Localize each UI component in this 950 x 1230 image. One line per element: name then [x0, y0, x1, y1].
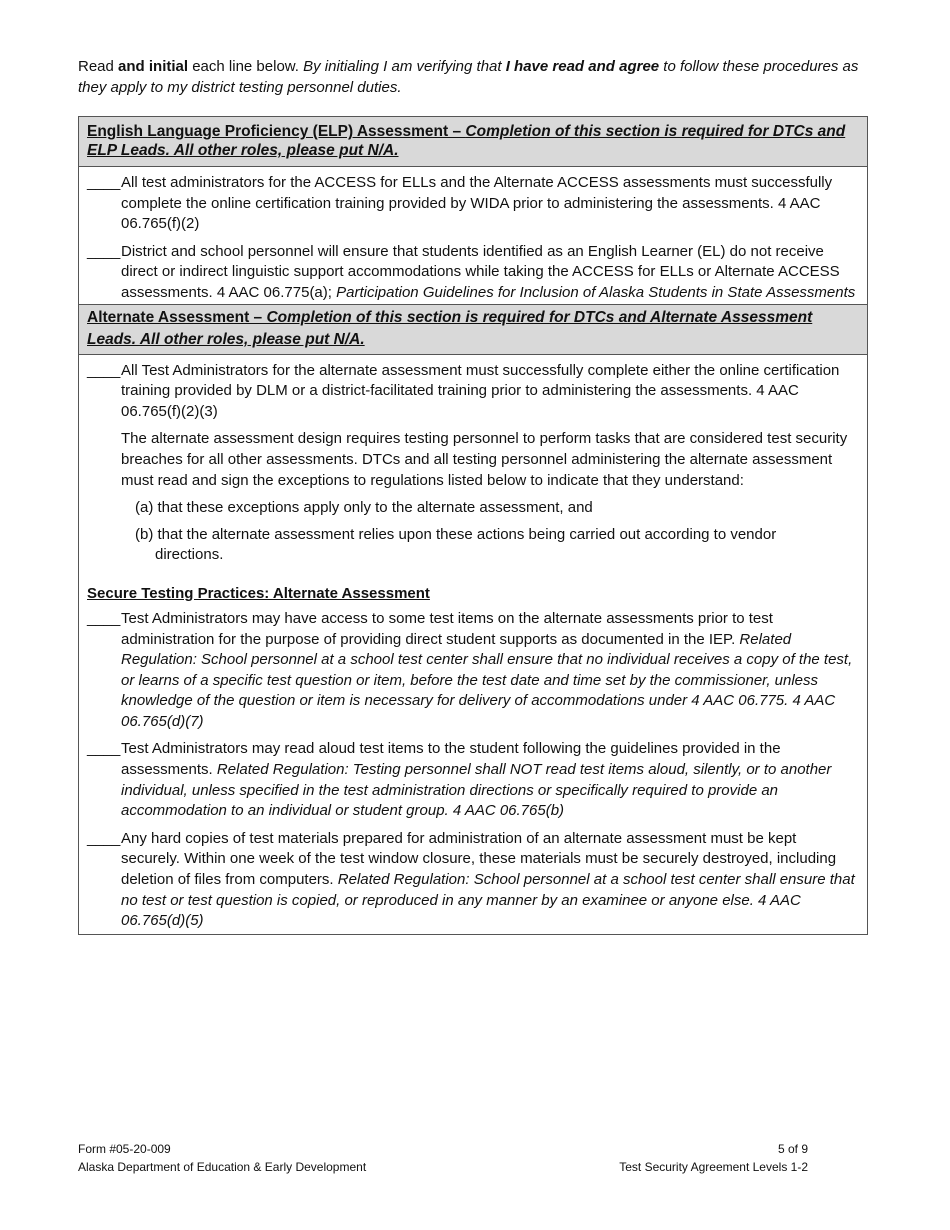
elp-item-2: ____ District and school personnel will ensure that students identified as an English Learner (EL) do not receive direct or indirect linguistic support accommodations while taking the ACCESS for ELLs or Alternate ACCESS assessments. 4 AAC 06.775(a); Participation Guidelines for Inclusion of Alaska Students in State Assessments: [87, 242, 856, 301]
practice-item-1: ____ Test Administrators may have access to some test items on the alternate assessments prior to test administration for the purpose of providing direct student supports as documented in the IEP. Related Regulation: School personnel at a school test center shall ensure that no individual receives a copy of the test, or learns of a specific test question or item, before the test date and time set by the commissioner, unless knowledge of the question or item is necessary for delivery of accommodations under 4 AAC 06.775. 4 AAC 06.765(d)(7): [87, 609, 853, 730]
alternate-design-paragraph: The alternate assessment design requires testing personnel to perform tasks that are considered test security breaches for all other assessments. DTCs and all testing personnel administering the alternate assessment must read and sign the exceptions to regulations listed below to indicate that they understand:: [121, 430, 848, 489]
practice-item-3: ____ Any hard copies of test materials prepared for administration of an alternate assessment must be kept securely. Within one week of the test window closure, these materials must be securely destroyed, including deletion of files from computers. Related Regulation: School personnel at a school test center shall ensure that no test or test question is copied, or reproduced in any manner by an examinee or anyone else. 4 AAC 06.765(d)(5): [87, 829, 855, 930]
exception-b: (b) that the alternate assessment relies upon these actions being carried out according to vendor directions.: [135, 525, 777, 564]
page-number: 5 of 9: [777, 1142, 808, 1156]
intro-instructions: Read and initial each line below. By initialing I am verifying that I have read and agree to follow these procedures as they apply to my district testing personnel duties.: [78, 58, 859, 96]
practice-item-2: ____ Test Administrators may read aloud test items to the student following the guidelines provided in the assessments. Related Regulation: Testing personnel shall NOT read test items aloud, silently, or to another individual, unless specified in the test administration directions or specifically required to provide an accommodation to an individual or student group. 4 AAC 06.765(b): [87, 740, 832, 820]
elp-section-header: English Language Proficiency (ELP) Assessment – Completion of this section is required for DTCs and ELP Leads. All other roles, please put N/A.: [79, 117, 867, 167]
form-number: Form #05-20-009: [78, 1142, 171, 1156]
department-name: Alaska Department of Education & Early Development: [78, 1160, 367, 1174]
initial-blank[interactable]: ____: [87, 361, 121, 379]
elp-item-1: ____ All test administrators for the ACCESS for ELLs and the Alternate ACCESS assessments must successfully complete the online certification training provided by WIDA prior to administering the assessments. 4 AAC 06.765(f)(2): [87, 174, 833, 233]
initial-blank[interactable]: ____: [87, 609, 121, 627]
agreement-table: [78, 116, 868, 935]
alternate-item-1: ____ All Test Administrators for the alternate assessment must successfully complete either the online certification training provided by DLM or a district-facilitated training prior to administering the assessments. 4 AAC 06.765(f)(2)(3): [87, 361, 840, 420]
initial-blank[interactable]: ____: [87, 740, 121, 758]
footer-left: [78, 1140, 366, 1176]
initial-blank[interactable]: ____: [87, 829, 121, 847]
exception-a: (a) that these exceptions apply only to the alternate assessment, and: [135, 499, 593, 517]
initial-blank[interactable]: ____: [87, 242, 121, 260]
alternate-section-header: Alternate Assessment – Completion of this section is required for DTCs and Alternate Assessment Leads. All other roles, please put N/A.: [79, 304, 867, 355]
initial-blank[interactable]: ____: [87, 174, 121, 191]
secure-practices-title: Secure Testing Practices: Alternate Assessment: [87, 584, 430, 602]
footer-right: [619, 1140, 808, 1176]
document-title: Test Security Agreement Levels 1-2: [619, 1160, 808, 1174]
